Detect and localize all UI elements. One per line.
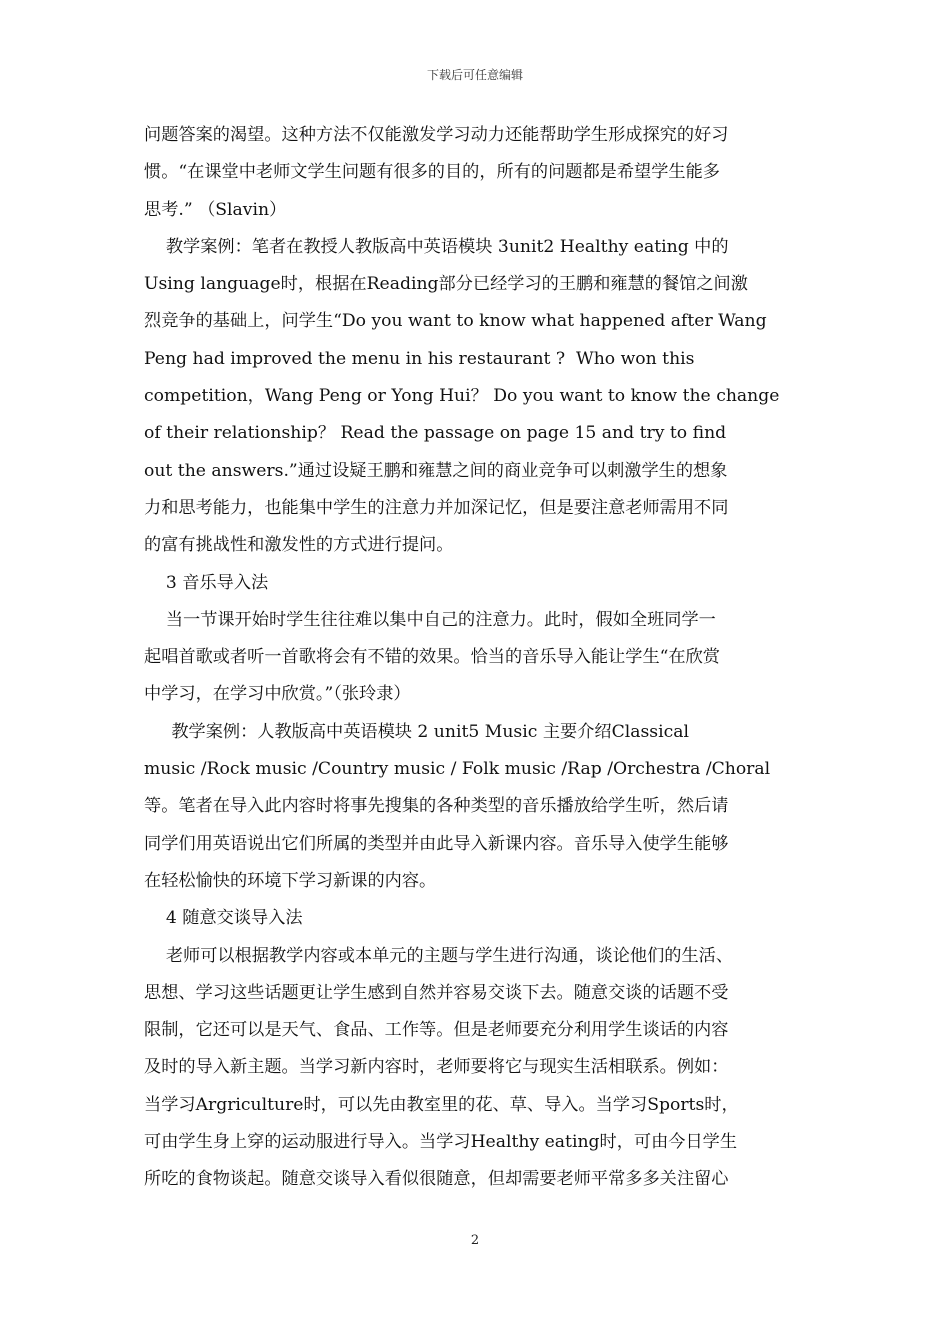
text-line: 及时的导入新主题。当学习新内容时，老师要将它与现实生活相联系。例如： [144,1057,729,1078]
text-line: 所吃的食物谈起。随意交谈导入看似很随意，但却需要老师平常多多关注留心 [144,1169,729,1190]
text-line: 起唱首歌或者听一首歌将会有不错的效果。恰当的音乐导入能让学生“在欣赏 [144,647,720,668]
text-line: 中学习，在学习中欣赏。”（张玲隶） [144,684,411,705]
text-line: 可由学生身上穿的运动服进行导入。当学习Healthy eating时，可由今日学生 [144,1132,738,1153]
text-line: Using language时，根据在Reading部分已经学习的王鹏和雍慧的餐馆之间激 [144,274,748,295]
text-line: 教学案例：笔者在教授人教版高中英语模块 3unit2 Healthy eating 中的 [144,236,729,257]
text-line: 问题答案的渴望。这种方法不仅能激发学习动力还能帮助学生形成探究的好习 [144,125,729,145]
text-line: Peng had improved the menu in his restaurant ? Who won this [144,348,695,369]
document-body [144,117,808,1199]
text-line: 的富有挑战性和激发性的方式进行提问。 [144,535,454,556]
text-line: of their relationship？ Read the passage on page 15 and try to find [144,423,727,444]
text-line: music /Rock music /Country music / Folk music /Rap /Orchestra /Choral [144,759,771,780]
text-line: 当一节课开始时学生往往难以集中自己的注意力。此时，假如全班同学一 [144,609,716,630]
text-line: out the answers.”通过设疑王鹏和雍慧之间的商业竞争可以刺激学生的想象 [144,460,728,481]
section-heading: 3 音乐导入法 [144,572,269,593]
page-header: 下载后可任意编辑 [426,68,523,82]
text-line: 教学案例：人教版高中英语模块 2 unit5 Music 主要介绍Classical [144,721,689,742]
text-line: 在轻松愉快的环境下学习新课的内容。 [144,870,437,891]
text-line: 限制，它还可以是天气、食品、工作等。但是老师要充分利用学生谈话的内容 [144,1020,729,1041]
text-line: 力和思考能力，也能集中学生的注意力并加深记忆，但是要注意老师需用不同 [144,497,729,518]
section-heading: 4 随意交谈导入法 [144,908,303,929]
text-line: 等。笔者在导入此内容时将事先搜集的各种类型的音乐播放给学生听，然后请 [144,796,729,817]
text-line: 同学们用英语说出它们所属的类型并由此导入新课内容。音乐导入使学生能够 [144,833,729,854]
text-line: 思想、学习这些话题更让学生感到自然并容易交谈下去。随意交谈的话题不受 [144,982,729,1003]
text-line: 烈竞争的基础上，问学生“Do you want to know what happened after Wang [144,311,767,332]
text-line: 当学习Argriculture时，可以先由教室里的花、草、导入。当学习Sports时， [144,1094,739,1115]
text-line: competition，Wang Peng or Yong Hui？ Do you want to know the change [144,386,780,407]
text-line: 惯。“在课堂中老师文学生问题有很多的目的，所有的问题都是希望学生能多 [144,162,720,183]
page-number: 2 [470,1233,480,1248]
text-line: 老师可以根据教学内容或本单元的主题与学生进行沟通，谈论他们的生活、 [144,945,734,966]
text-line: 思考.” （Slavin） [144,199,287,220]
